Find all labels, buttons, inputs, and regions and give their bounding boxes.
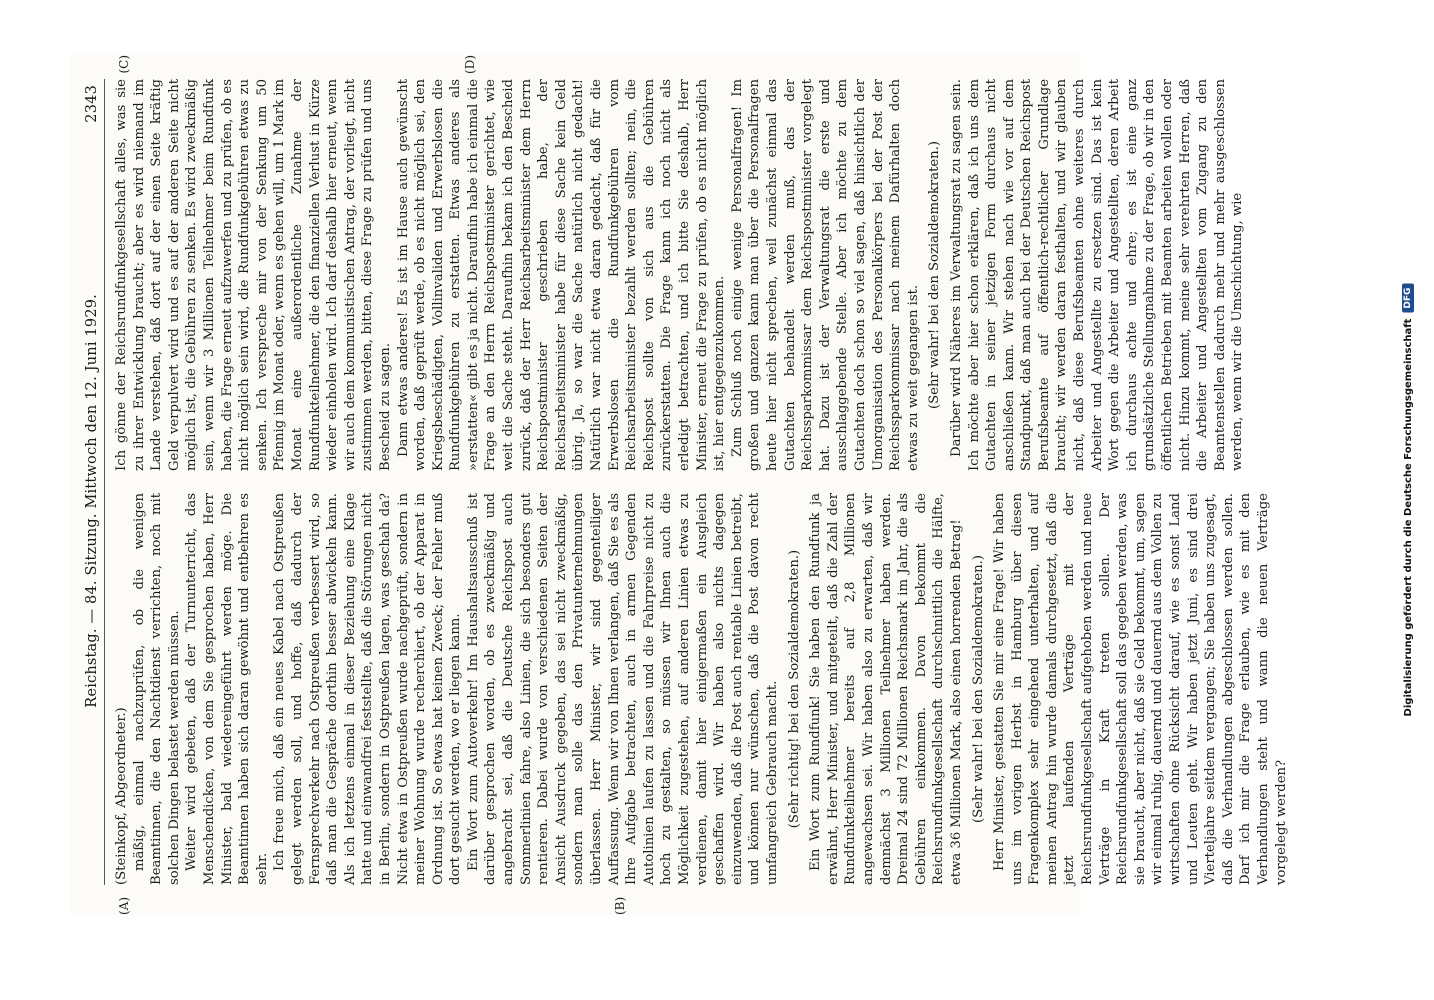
paragraph: Weiter wird gebeten, daß der Turnunterricht, das Menschendicken, von dem Sie gesprochen haben, Herr Minister, bald wiedereingeführt werden möge. Die Beamtinnen haben sich daran gewöhnt und entbehren es sehr.: [184, 493, 270, 885]
margin-letter-a: (A): [117, 896, 131, 915]
paragraph: (Sehr wahr! bei den Sozialdemokraten.): [970, 555, 986, 823]
header-title: Reichstag. — 84. Sitzung. Mittwoch den 12. Juni 1929.: [84, 294, 100, 708]
paragraph: Ich freue mich, daß ein neues Kabel nach Ostpreußen gelegt werden soll, und hoffe, daß dadurch der Fernsprechverkehr nach Ostpreußen verbessert wird, so daß man die Gespräche dorthin besser abwickeln kann. Als ich letztens einmal in dieser Beziehung eine Klage hatte und einwandfrei feststellte, daß die Störungen nicht in Berlin, sondern in Ostpreußen lagen, was geschah da? Nicht etwa in Ostpreußen wurde nachgeprüft, sondern in meiner Wohnung wurde recherchiert, ob der Apparat in Ordnung ist. So etwas hat keinen Zweck; der Fehler muß dort gesucht werden, wo er liegen kann.: [272, 493, 464, 885]
paragraph: Ein Wort zum Rundfunk! Sie haben den Rundfunk ja erwähnt, Herr Minister, und mitgeteilt, daß die Zahl der Rundfunkteilnehmer bereits auf 2,8 Millionen angewachsen sei. Wir haben also zu erwarten, daß wir demnächst 3 Millionen Teilnehmer haben werden. Dreimal 24 sind 72 Millionen Reichsmark im Jahr, die als Gebühren einkommen. Davon bekommt die Reichsrundfunkgesellschaft durchschnittlich die Hälfte, etwa 36 Millionen Mark, also einen horrenden Betrag!: [808, 493, 964, 885]
paragraph: Darüber wird Näheres im Verwaltungsrat zu sagen sein. Ich möchte aber hier schon erklären, daß ich uns dem Gutachten in seiner jetzigen Form durchaus nicht anschließen kann. Wir stehen nach wie vor auf dem Standpunkt, daß man auch bei der Deutschen Reichspost Berufsbeamte auf öffentlich-rechtlicher Grundlage braucht; wir werden daran festhalten, und wir glauben nicht, daß diese Berufsbeamten ohne weiteres durch Arbeiter und Angestellte zu ersetzen sind. Das ist kein Wort gegen die Arbeiter und Angestellten, deren Arbeit ich durchaus achte und ehre; es ist eine ganz grundsätzliche Stellungnahme zu der Frage, ob wir in den öffentlichen Betrieben mit Beamten arbeiten wollen oder nicht. Hinzu kommt, meine sehr verehrten Herren, daß die Arbeiter und Angestellten vom Zugang zu den Beamtenstellen dadurch mehr und mehr ausgeschlossen werden, wenn wir die Umschichtung, wie: [948, 79, 1246, 471]
paragraph: (Steinkopf, Abgeordneter.): [114, 707, 129, 885]
left-column: [113, 493, 1289, 915]
margin-letter-d: (D): [463, 55, 477, 74]
paragraph: (Sehr richtig! bei den Sozialdemokraten.): [786, 549, 802, 829]
margin-letter-b: (B): [613, 896, 627, 915]
paragraph: Herr Minister, gestatten Sie mir eine Frage! Wir haben uns im vorigen Herbst in Hamburg über diesen Fragenkomplex sehr eingehend unterhalten, und auf meinen Antrag hin wurde damals durchgesetzt, daß die jetzt laufenden Verträge mit der Reichsrundfunkgesellschaft aufgehoben werden und neue Verträge in Kraft treten sollen. Der Reichsrundfunkgesellschaft soll das gegeben werden, was sie braucht, aber nicht, daß sie Geld bekommt, um, sagen wir einmal ruhig, dauernd und dauernd aus dem Vollen zu wirtschaften ohne Rücksicht darauf, wie es sonst Land und Leuten geht. Wir haben jetzt Juni, es sind drei Vierteljahre seitdem vergangen; Sie haben uns zugesagt, daß die Verhandlungen abgeschlossen werden sollen. Darf ich mir die Frage erlauben, wie es mit den Verhandlungen steht und wann die neuen Verträge vorgelegt werden?: [992, 493, 1289, 885]
paragraph: Zum Schluß noch einige wenige Personalfragen! Im großen und ganzen kann man über die Personalfragen heute hier nicht sprechen, weil zunächst einmal das Gutachten behandelt werden muß, das der Reichssparkommissar dem Reichspostminister vorgelegt hat. Dazu ist der Verwaltungsrat die erste und ausschlaggebende Stelle. Aber ich möchte zu dem Gutachten doch schon so viel sagen, daß hinsichtlich der Umorganisation des Personalkörpers bei der Post der Reichssparkommissar nach meinem Dafürhalten doch etwas zu weit gegangen ist.: [729, 79, 921, 471]
page-number: 2343: [84, 85, 100, 123]
rotated-page: [70, 55, 1289, 915]
paragraph: Ein Wort zum Autoverkehr! Im Haushaltsausschuß ist darüber gesprochen worden, ob es zweckmäßig und angebracht sei, daß die Deutsche Reichspost auch Sommerlinien fahre, also Linien, die sich besonders gut rentieren. Dabei wurde von verschiedenen Seiten der Ansicht Ausdruck gegeben, das sei nicht zweckmäßig, sondern man solle das den Privatunternehmungen überlassen. Herr Minister, wir sind gegenteiliger Auffassung. Wenn wir von Ihnen verlangen, daß Sie es als Ihre Aufgabe betrachten, auch in armen Gegenden Autolinien laufen zu lassen und die Fahrpreise nicht zu hoch zu gestalten, so müssen wir Ihnen auch die Möglichkeit zugestehen, auf anderen Linien etwas zu verdienen, damit hier einigermaßen ein Ausgleich geschaffen wird. Wir haben also nichts dagegen einzuwenden, daß die Post auch rentable Linien betreibt, und können nur wünschen, daß die Post davon recht umfangreich Gebrauch macht.: [465, 493, 780, 885]
paragraph: (Sehr wahr! bei den Sozialdemokraten.): [927, 141, 943, 409]
right-column: [113, 55, 1246, 471]
dfg-logo: DFG: [1402, 284, 1414, 313]
paragraph: Ich gönne der Reichsrundfunkgesellschaft alles, was sie zu ihrer Entwicklung braucht; aber es wird niemand im Lande verstehen, daß dort auf der einen Seite kräftig Geld verpulvert wird und es auf der anderen Seite nicht möglich ist, die Gebühren zu senken. Es wird zweckmäßig sein, wenn wir 3 Millionen Teilnehmer beim Rundfunk haben, die Frage erneut aufzuwerfen und zu prüfen, ob es nicht möglich sein wird, die Rundfunkgebühren etwas zu senken. Ich verspreche mir von der Senkung um 50 Pfennig im Monat oder, wenn es gehen will, um 1 Mark im Monat eine außerordentliche Zunahme der Rundfunkteilnehmer, die den finanziellen Verlust in Kürze wieder einholen wird. Ich darf deshalb hier erneut, wenn wir auch dem kommunistischen Antrag, der vorliegt, nicht zustimmen werden, bitten, diese Frage zu prüfen und uns Bescheid zu sagen.: [114, 79, 393, 471]
paragraph: Dann etwas anderes! Es ist im Hause auch gewünscht worden, daß geprüft werde, ob es nicht möglich sei, den Kriegsbeschädigten, Vollinvaliden und Erwerbslosen die Rundfunkgebühren zu erstatten. Etwas anderes als »erstatten« gibt es ja nicht. Daraufhin habe ich einmal die Frage an den Herrn Reichspostminister gerichtet, wie weit die Sache steht. Daraufhin bekam ich den Bescheid zurück, daß der Herr Reichsarbeitsminister dem Herrn Reichspostminister geschrieben habe, der Reichsarbeitsminister habe für diese Sache kein Geld übrig. Ja, so war die Sache natürlich nicht gedacht! Natürlich war nicht etwa daran gedacht, daß für die Erwerbslosen die Rundfunkgebühren vom Reichsarbeitsminister bezahlt werden sollten; nein, die Reichspost sollte von sich aus die Gebühren zurückerstatten. Die Frage kann ich noch nicht als erledigt betrachten, und ich bitte Sie deshalb, Herr Minister, erneut die Frage zu prüfen, ob es nicht möglich ist, hier entgegenzukommen.: [395, 79, 728, 471]
credit-text: Digitalisierung gefördert durch die Deutsche Forschungsgemeinschaft: [1402, 318, 1414, 717]
digitization-credit: [1402, 284, 1414, 717]
margin-letter-c: (C): [117, 55, 131, 74]
text-columns: [113, 55, 1289, 915]
paragraph: mäßig, einmal nachzuprüfen, ob die wenigen Beamtinnen, die den Nachtdienst verrichten, noch mit solchen Dingen belastet werden müssen.: [131, 493, 182, 885]
page-header: [84, 79, 105, 885]
scanned-page: [70, 55, 1289, 915]
